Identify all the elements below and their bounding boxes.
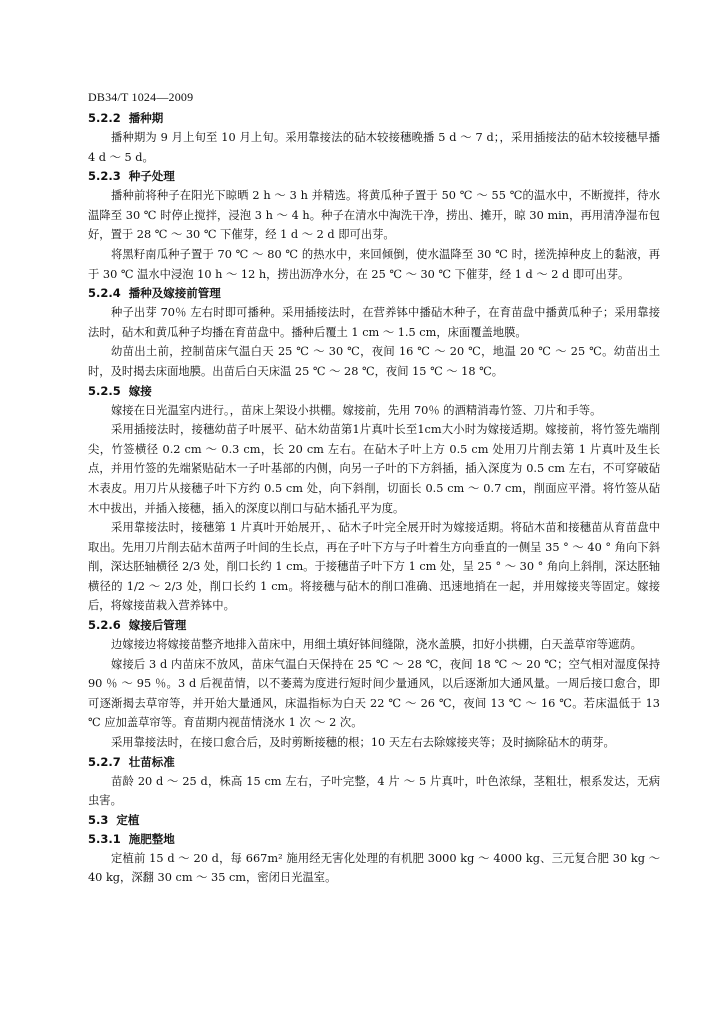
standard-number: DB34/T 1024—2009 bbox=[88, 90, 194, 104]
section-title: 壮苗标准 bbox=[128, 754, 175, 769]
section-number: 5.2.4 bbox=[88, 286, 121, 301]
section-number: 5.2.3 bbox=[88, 169, 121, 184]
section-number: 5.3.1 bbox=[88, 831, 121, 846]
body-paragraph: 嫁接在日光温室内进行。，苗床上架设小拱棚。嫁接前，先用 70％ 的酒精消毒竹签、刀片和手等。 bbox=[111, 403, 602, 417]
body-paragraph: 苗龄 20 d ～ 25 d，株高 15 cm 左右，子叶完整，4 片 ～ 5 片真叶，叶色浓绿，茎粗壮，根系发达，无病虫害。 bbox=[88, 774, 660, 808]
body-paragraph: 播种期为 9 月上旬至 10 月上旬。采用靠接法的砧木较接穗晚播 5 d ～ 7 d；，采用插接法的砧木较接穗早播 4 d ～ 5 d。 bbox=[88, 131, 660, 164]
body-paragraph: 播种前将种子在阳光下晾晒 2 h ～ 3 h 并精选。将黄瓜种子置于 50 ℃ ～ 55 ℃的温水中，不断搅拌，待水温降至 30 ℃ 时停止搅拌，浸泡 3 h ～ 4 h。种子在清水中淘洗干净，捞出、摊开，晾 30 min，再用清净湿布包好，置于 28 ℃ ～ 30 ℃ 下催芽，经 1 d ～ 2 d 即可出芽。 bbox=[88, 189, 660, 242]
section-heading bbox=[88, 109, 660, 128]
document-body bbox=[88, 109, 660, 888]
section-heading bbox=[88, 284, 660, 303]
section-title: 播种期 bbox=[128, 111, 164, 125]
section-heading bbox=[88, 753, 660, 772]
section-number: 5.2.2 bbox=[88, 111, 121, 125]
section-title: 播种及嫁接前管理 bbox=[128, 286, 221, 301]
body-paragraph: 幼苗出土前，控制苗床气温白天 25 ℃ ～ 30 ℃，夜间 16 ℃ ～ 20 ℃，地温 20 ℃ ～ 25 ℃。幼苗出土时，及时揭去床面地膜。出苗后白天床温 25 ℃ ～ 28 ℃，夜间 15 ℃ ～ 18 ℃。 bbox=[88, 345, 660, 378]
section-title: 施肥整地 bbox=[128, 831, 175, 846]
section-title: 嫁接 bbox=[128, 383, 152, 398]
section-heading bbox=[88, 616, 660, 635]
section-heading bbox=[88, 830, 660, 849]
section-number: 5.2.5 bbox=[88, 383, 121, 398]
section-title: 定植 bbox=[116, 812, 140, 827]
body-paragraph: 嫁接后 3 d 内苗床不放风，苗床气温白天保持在 25 ℃ ～ 28 ℃，夜间 18 ℃ ～ 20 ℃；空气相对湿度保持 90 ％ ～ 95 ％。3 d 后视苗情，以不萎蔫为度进行短时间少量通风，以后逐渐加大通风量。一周后接口愈合，即可逐渐揭去草帘等，并开始大量通风，床温指标为白天 22 ℃ ～ 26 ℃，夜间 13 ℃ ～ 16 ℃。若床温低于 13 ℃ 应加盖草帘等。育苗期内视苗情浇水 1 次 ～ 2 次。 bbox=[88, 657, 660, 730]
body-paragraph: 采用靠接法时，接穗第 1 片真叶开始展开，、砧木子叶完全展开时为嫁接适期。将砧木苗和接穗苗从育苗盘中取出。先用刀片削去砧木苗两子叶间的生长点，再在子叶下方与子叶着生方向垂直的一侧呈 35 ° ～ 40 ° 角向下斜削，深达胚轴横径 2/3 处，削口长约 1 cm。于接穗苗子叶下方 1 cm 处，呈 25 ° ～ 30 ° 角向上斜削，深达胚轴横径的 1/2 ～ 2/3 处，削口长约 1 cm。将接穗与砧木的削口准确、迅速地捎在一起，并用嫁接夹等固定。嫁接后，将嫁接苗栽入营养钵中。 bbox=[88, 521, 660, 613]
section-number: 5.2.7 bbox=[88, 754, 121, 769]
body-paragraph: 采用靠接法时，在接口愈合后，及时剪断接穗的根；10 天左右去除嫁接夹等；及时摘除砧木的萌芽。 bbox=[111, 736, 615, 750]
body-paragraph: 边嫁接边将嫁接苗整齐地排入苗床中，用细土填好钵间缝隙，浇水盖膜，扣好小拱棚，白天盖草帘等遮荫。 bbox=[111, 638, 642, 652]
section-title: 种子处理 bbox=[128, 169, 175, 184]
section-title: 嫁接后管理 bbox=[128, 618, 187, 633]
section-heading bbox=[88, 811, 660, 830]
section-heading bbox=[88, 167, 660, 186]
section-number: 5.2.6 bbox=[88, 618, 121, 633]
section-heading bbox=[88, 382, 660, 401]
body-paragraph: 定植前 15 d ～ 20 d，每 667m² 施用经无害化处理的有机肥 3000 kg ～ 4000 kg、三元复合肥 30 kg ～ 40 kg，深翻 30 cm ～ 35 cm，密闭日光温室。 bbox=[88, 851, 660, 885]
section-number: 5.3 bbox=[88, 812, 109, 827]
body-paragraph: 采用插接法时，接穗幼苗子叶展平、砧木幼苗第1片真叶长至1cm大小时为嫁接适期。嫁接前，将竹签先端削尖，竹签横径 0.2 cm ～ 0.3 cm，长 20 cm 左右。在砧木子叶上方 0.5 cm 处用刀片削去第 1 片真叶及生长点，并用竹签的先端紧贴砧木一子叶基部的内侧，向另一子叶的下方斜插，插入深度为 0.5 cm 左右，不可穿破砧木表皮。用刀片从接穗子叶下方约 0.5 cm 处，向下斜削，切面长 0.5 cm ～ 0.7 cm，削面应平滑。将竹签从砧木中拔出，并插入接穗，插入的深度以削口与砧木插孔平为度。 bbox=[88, 423, 660, 515]
body-paragraph: 种子出芽 70％ 左右时即可播种。采用插接法时，在营养钵中播砧木种子，在育苗盘中播黄瓜种子；采用靠接法时，砧木和黄瓜种子均播在育苗盘中。播种后覆土 1 cm ～ 1.5 cm，床面覆盖地膜。 bbox=[88, 306, 660, 339]
body-paragraph: 将黑籽南瓜种子置于 70 ℃ ～ 80 ℃ 的热水中，来回倾倒，使水温降至 30 ℃ 时，搓洗掉种皮上的黏液，再于 30 ℃ 温水中浸泡 10 h ～ 12 h，捞出沥净水分，在 25 ℃ ～ 30 ℃ 下催芽，经 1 d ～ 2 d 即可出芽。 bbox=[88, 247, 660, 281]
